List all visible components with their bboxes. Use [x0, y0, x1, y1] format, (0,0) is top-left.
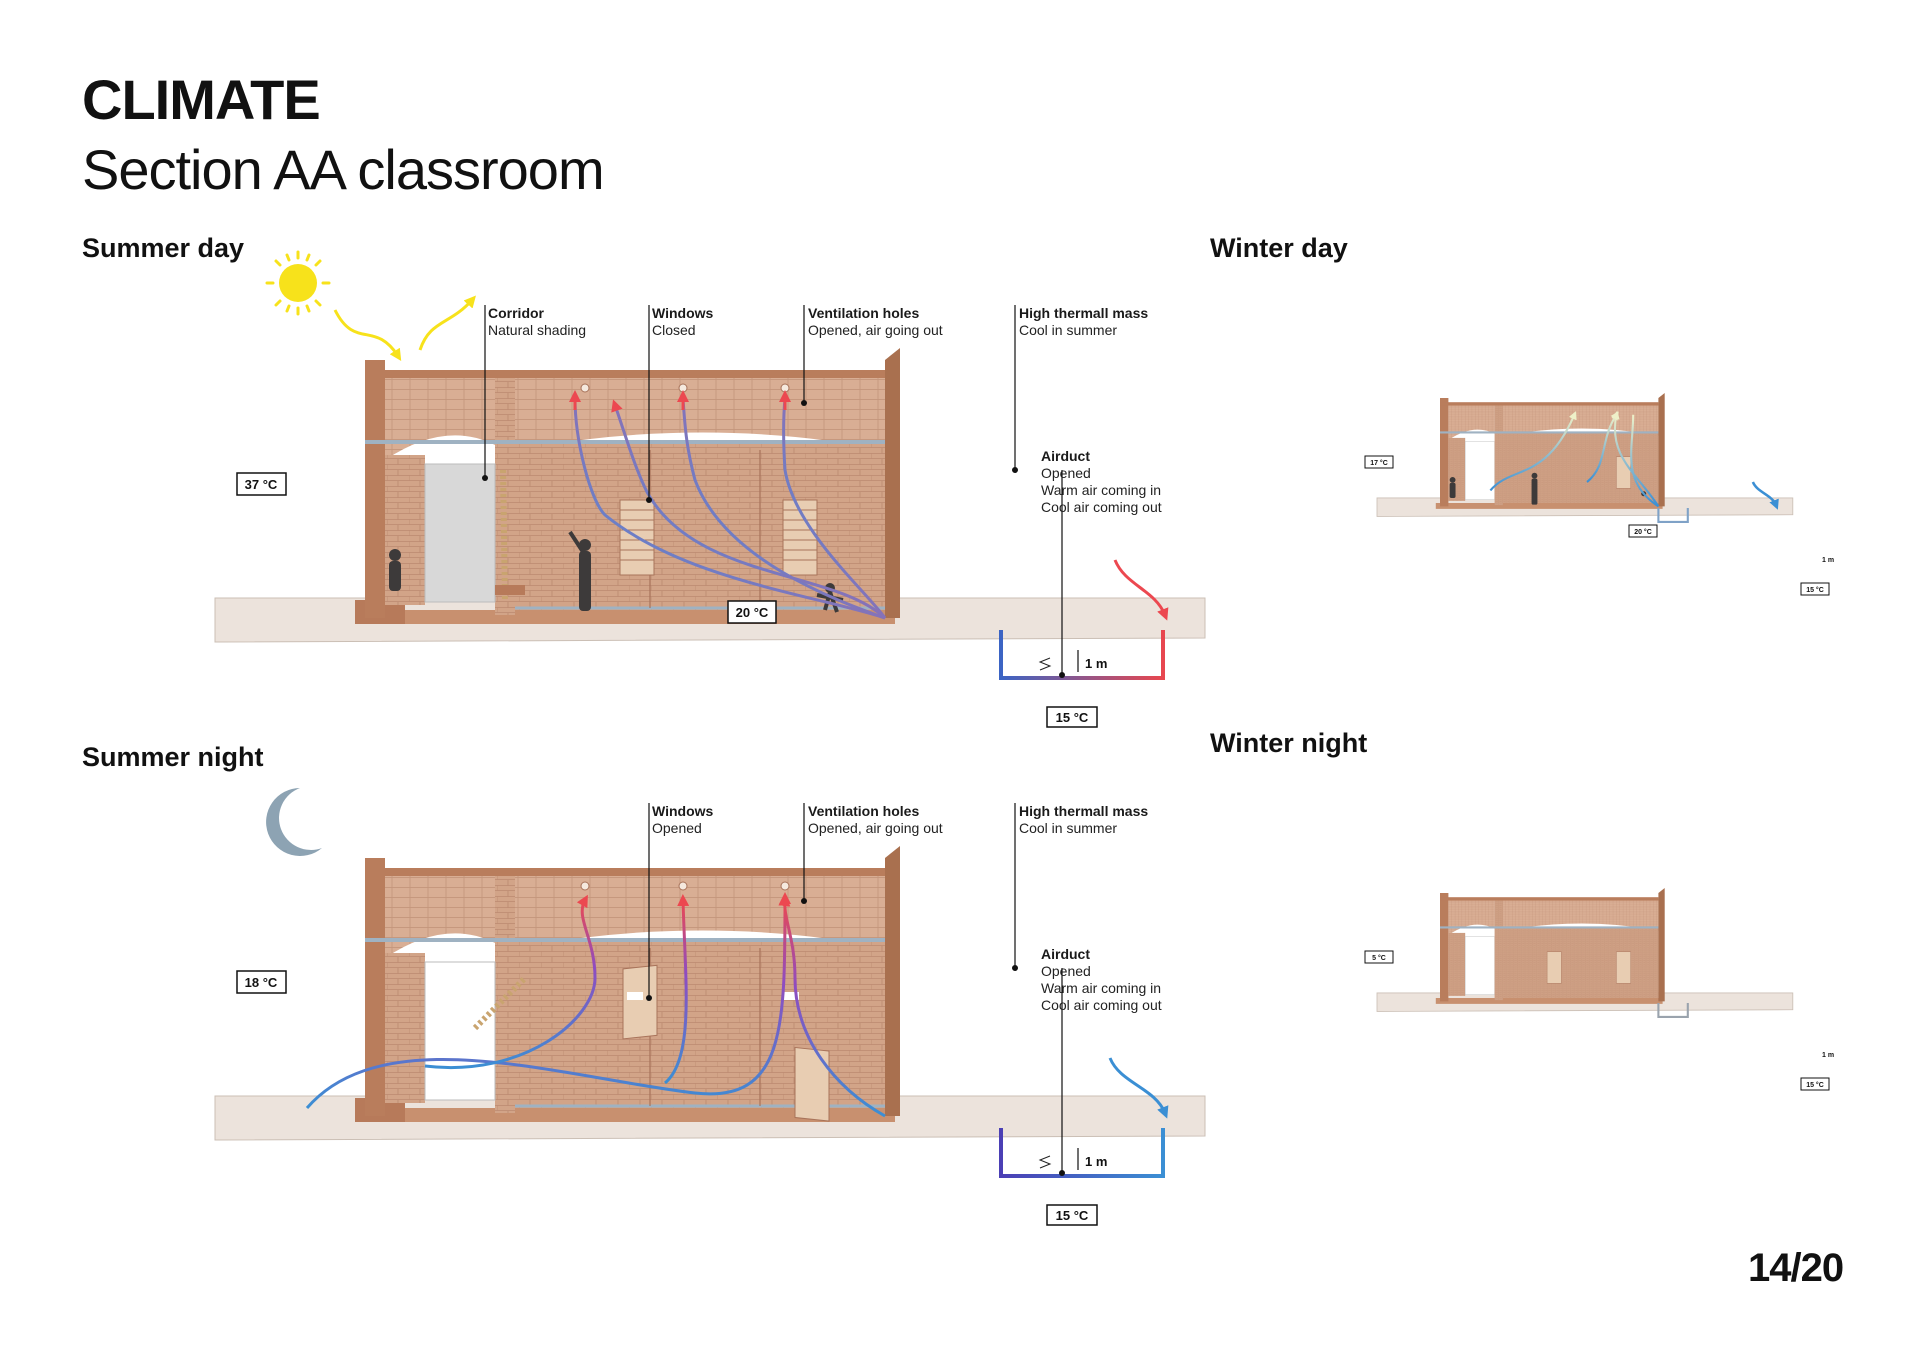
winter-night-section [1365, 888, 1834, 1090]
summer-day-outside-temp: 37 °C [244, 477, 278, 492]
night-label-airduct-line2: Warm air coming in [1041, 980, 1162, 996]
night-label-ventilation-title: Ventilation holes [808, 803, 920, 819]
page-subtitle: Section AA classroom [82, 138, 604, 201]
label-windows-title: Windows [652, 305, 714, 321]
winter-day-ground-temp: 15 °C [1806, 587, 1824, 594]
page-number: 14/20 [1748, 1246, 1844, 1290]
label-corridor-title: Corridor [488, 305, 544, 321]
summer-day-section [215, 252, 1205, 727]
label-airduct-line1: Opened [1041, 465, 1091, 481]
winter-day-section [1365, 393, 1834, 595]
label-mass-title: High thermall mass [1019, 305, 1149, 321]
night-label-mass-sub: Cool in summer [1019, 820, 1118, 836]
label-airduct-title: Airduct [1041, 448, 1090, 464]
winter-night-outside-temp: 5 °C [1372, 955, 1386, 962]
winter-day-title: Winter day [1210, 233, 1348, 263]
summer-night-title: Summer night [82, 742, 264, 772]
label-windows-sub: Closed [652, 322, 696, 338]
winter-night-depth: 1 m [1822, 1052, 1835, 1059]
summer-day-depth: 1 m [1085, 656, 1108, 671]
winter-night-ground-temp: 15 °C [1806, 1082, 1824, 1089]
sun-icon [267, 252, 329, 314]
label-corridor-sub: Natural shading [488, 322, 587, 338]
summer-day-title: Summer day [82, 233, 245, 263]
moon-icon [266, 788, 322, 856]
night-label-airduct-title: Airduct [1041, 946, 1090, 962]
summer-night-section [215, 788, 1205, 1225]
label-mass-sub: Cool in summer [1019, 322, 1118, 338]
summer-day-inside-temp: 20 °C [735, 605, 769, 620]
winter-night-title: Winter night [1210, 728, 1368, 758]
summer-night-outside-temp: 18 °C [244, 975, 278, 990]
night-label-airduct-line3: Cool air coming out [1041, 997, 1162, 1013]
page-title: CLIMATE [82, 68, 320, 131]
night-label-windows-title: Windows [652, 803, 714, 819]
summer-night-depth: 1 m [1085, 1154, 1108, 1169]
winter-day-inside-temp: 20 °C [1634, 529, 1652, 536]
summer-day-ground-temp: 15 °C [1055, 710, 1089, 725]
winter-day-depth: 1 m [1822, 557, 1835, 564]
winter-day-outside-temp: 17 °C [1370, 460, 1388, 467]
night-label-ventilation-sub: Opened, air going out [808, 820, 943, 836]
label-airduct-line3: Cool air coming out [1041, 499, 1162, 515]
night-label-windows-sub: Opened [652, 820, 702, 836]
summer-night-ground-temp: 15 °C [1055, 1208, 1089, 1223]
label-ventilation-title: Ventilation holes [808, 305, 920, 321]
night-label-mass-title: High thermall mass [1019, 803, 1149, 819]
night-label-airduct-line1: Opened [1041, 963, 1091, 979]
label-ventilation-sub: Opened, air going out [808, 322, 943, 338]
label-airduct-line2: Warm air coming in [1041, 482, 1162, 498]
